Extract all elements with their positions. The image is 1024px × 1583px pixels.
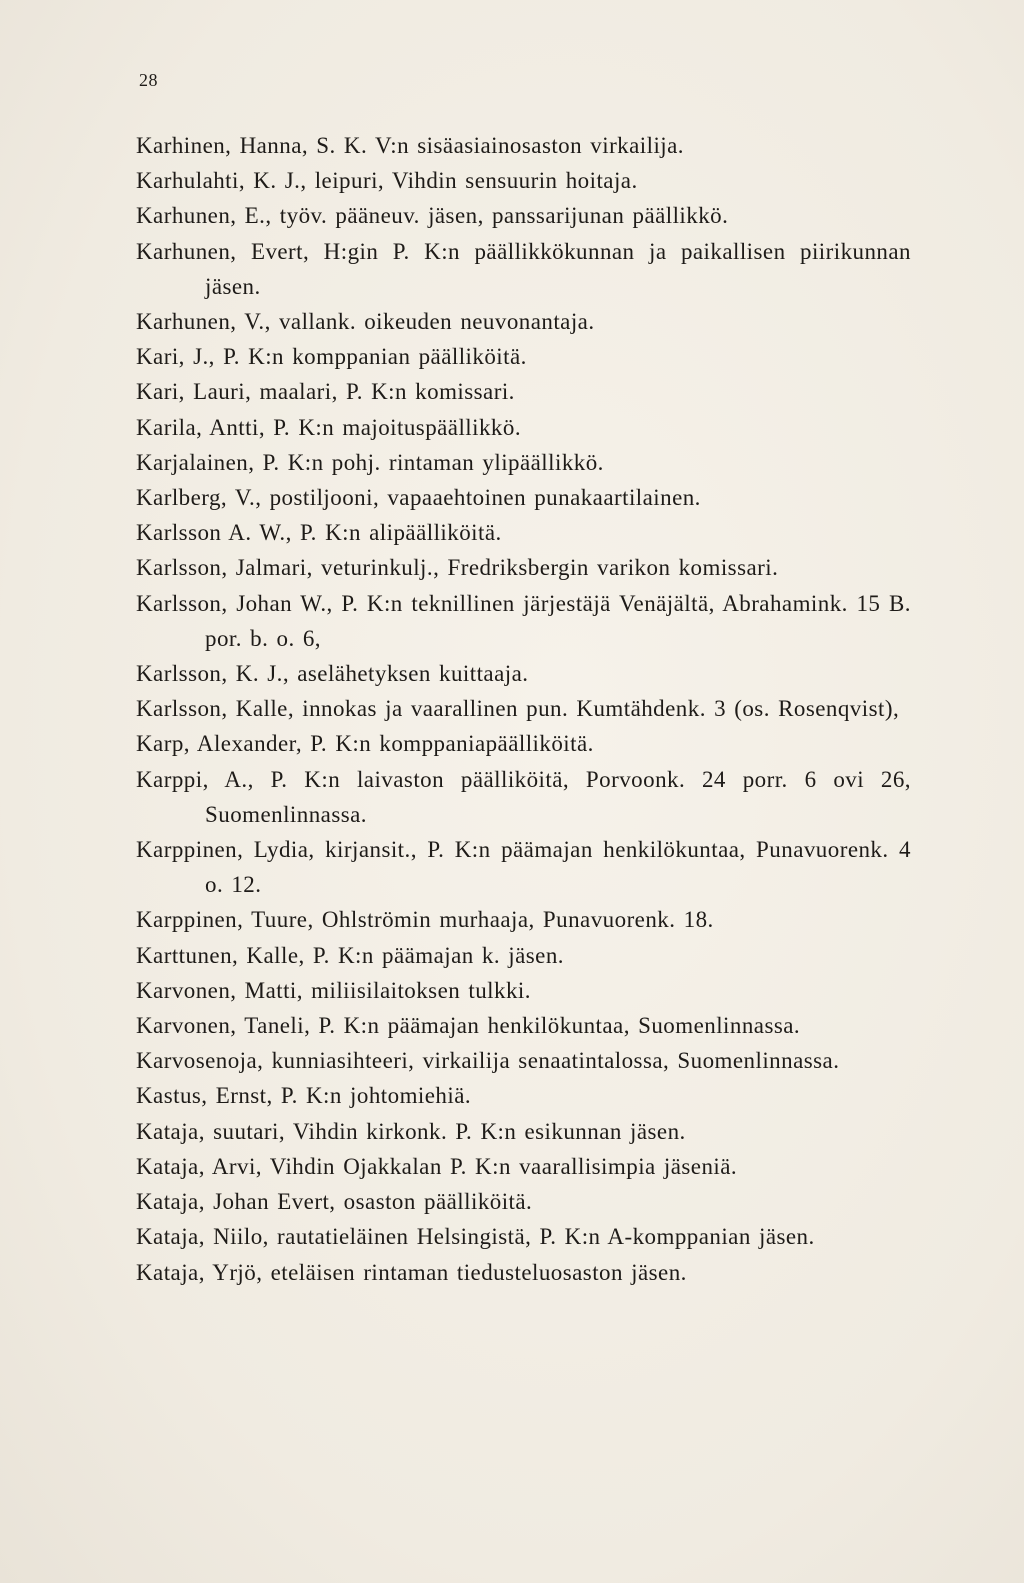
- list-item: Kataja, Niilo, rautatieläinen Helsingistä, P. K:n A-komppanian jäsen.: [136, 1224, 815, 1250]
- list-item: Karppi, A., P. K:n laivaston päälliköitä, Porvoonk. 24 porr. 6 ovi 26, Suomenlinnassa.: [136, 766, 911, 827]
- entry-list: [136, 128, 911, 1290]
- list-item: Karppinen, Lydia, kirjansit., P. K:n päämajan henkilökuntaa, Punavuorenk. 4 o. 12.: [136, 837, 911, 898]
- list-item: Kataja, Yrjö, eteläisen rintaman tiedusteluosaston jäsen.: [136, 1259, 687, 1285]
- list-item: Karjalainen, P. K:n pohj. rintaman ylipäällikkö.: [136, 449, 604, 475]
- list-item: Karhunen, Evert, H:gin P. K:n päällikkökunnan ja paikallisen piirikunnan jäsen.: [136, 238, 911, 299]
- list-item: Karvosenoja, kunniasihteeri, virkailija senaatintalossa, Suomenlinnassa.: [136, 1048, 840, 1074]
- list-item: Karila, Antti, P. K:n majoituspäällikkö.: [136, 414, 522, 440]
- list-item: Karvonen, Taneli, P. K:n päämajan henkilökuntaa, Suomenlinnassa.: [136, 1013, 801, 1039]
- list-item: Karttunen, Kalle, P. K:n päämajan k. jäsen.: [136, 942, 564, 968]
- list-item: Karlsson, Kalle, innokas ja vaarallinen pun. Kumtähdenk. 3 (os. Rosenqvist),: [136, 696, 900, 722]
- list-item: Karlberg, V., postiljooni, vapaaehtoinen punakaartilainen.: [136, 485, 701, 511]
- page-number: 28: [139, 70, 158, 90]
- list-item: Kataja, suutari, Vihdin kirkonk. P. K:n esikunnan jäsen.: [136, 1118, 686, 1144]
- list-item: Kataja, Johan Evert, osaston päälliköitä.: [136, 1189, 533, 1215]
- list-item: Karlsson, Johan W., P. K:n teknillinen järjestäjä Venäjältä, Abrahamink. 15 B. por. b. o. 6,: [136, 590, 911, 651]
- list-item: Kastus, Ernst, P. K:n johtomiehiä.: [136, 1083, 472, 1109]
- list-item: Karhulahti, K. J., leipuri, Vihdin sensuurin hoitaja.: [136, 168, 638, 194]
- list-item: Kari, J., P. K:n komppanian päälliköitä.: [136, 344, 527, 370]
- list-item: Karppinen, Tuure, Ohlströmin murhaaja, Punavuorenk. 18.: [136, 907, 714, 933]
- list-item: Karlsson, K. J., aselähetyksen kuittaaja.: [136, 661, 529, 687]
- list-item: Karp, Alexander, P. K:n komppaniapäälliköitä.: [136, 731, 594, 757]
- list-item: Kari, Lauri, maalari, P. K:n komissari.: [136, 379, 515, 405]
- list-item: Karhunen, V., vallank. oikeuden neuvonantaja.: [136, 309, 595, 335]
- list-item: Karlsson, Jalmari, veturinkulj., Fredriksbergin varikon komissari.: [136, 555, 779, 581]
- list-item: Karlsson A. W., P. K:n alipäälliköitä.: [136, 520, 502, 546]
- list-item: Karhunen, E., työv. pääneuv. jäsen, panssarijunan päällikkö.: [136, 203, 729, 229]
- list-item: Kataja, Arvi, Vihdin Ojakkalan P. K:n vaarallisimpia jäseniä.: [136, 1153, 738, 1179]
- list-item: Karhinen, Hanna, S. K. V:n sisäasiainosaston virkailija.: [136, 133, 685, 158]
- list-item: Karvonen, Matti, miliisilaitoksen tulkki.: [136, 977, 531, 1003]
